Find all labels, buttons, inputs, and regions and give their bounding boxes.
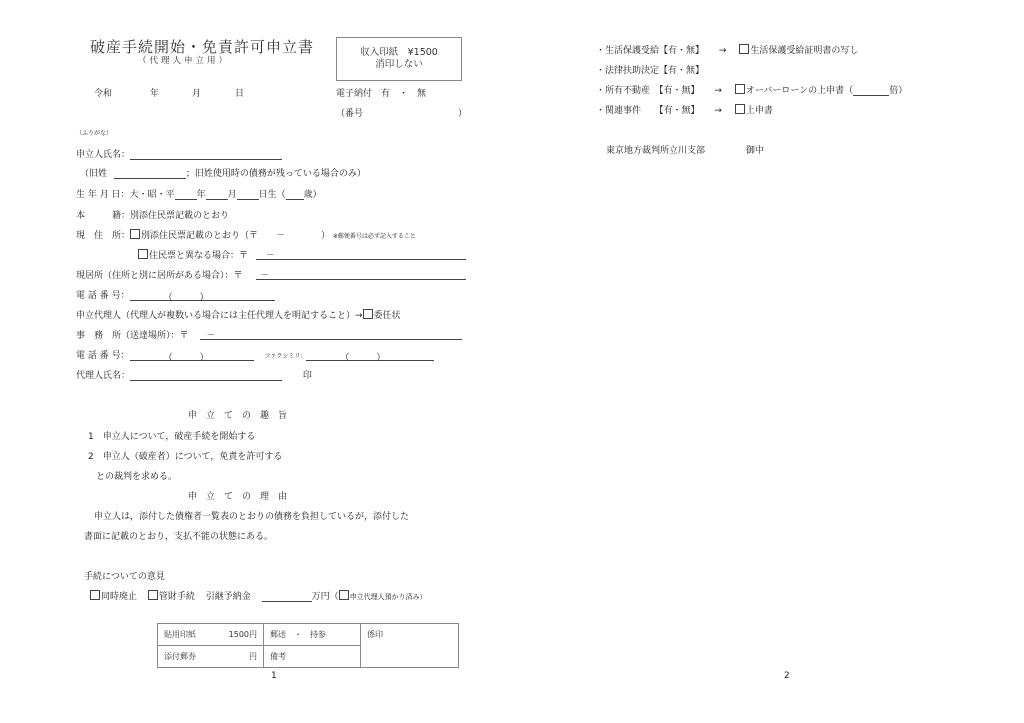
- overloan-report-checkbox[interactable]: [735, 84, 745, 94]
- delivery-cell: 郵送 ・ 持参: [264, 624, 361, 646]
- agent-header: 申立代理人（代理人が複数いる場合には主任代理人を明記すること）→: [76, 311, 363, 321]
- opinion-heading: 手続についての意見: [84, 572, 165, 582]
- phone-field[interactable]: [130, 290, 275, 301]
- agent-phone-row: [76, 348, 434, 361]
- phone-paren: （ ）: [163, 293, 209, 303]
- arrow-icon: →: [718, 46, 727, 56]
- agent-name-row: [76, 368, 312, 381]
- purpose-item-2: 2 申立人（破産者）について，免責を許可する: [88, 452, 283, 462]
- welfare-row: [596, 43, 858, 56]
- deposit-note: 申立代理人預かり済み）: [349, 593, 427, 601]
- document-title: 破産手続開始・免責許可申立書: [90, 38, 315, 56]
- agent-phone-paren: （ ）: [163, 353, 209, 363]
- overloan-ratio-suffix: 倍）: [889, 86, 908, 96]
- clerk-seal-cell: 係印: [361, 624, 459, 668]
- applicant-name-field[interactable]: [130, 148, 282, 160]
- seal-label: 印: [302, 371, 312, 381]
- old-name-note: ；旧姓使用時の債務が残っている場合のみ）: [185, 169, 366, 179]
- reason-heading: 申 立 て の 理 由: [188, 492, 288, 502]
- fax-label: ファクシミリ：: [264, 353, 307, 360]
- opinion-row: [90, 589, 427, 602]
- stamp-line-2: 消印しない: [375, 59, 423, 70]
- age-field[interactable]: [286, 188, 304, 200]
- address-alt-row: [138, 248, 275, 261]
- summary-dismissal-checkbox[interactable]: [90, 590, 100, 600]
- age-label: 歳）: [303, 190, 322, 200]
- welfare-certificate-checkbox[interactable]: [739, 44, 749, 54]
- purpose-heading: 申 立 て の 趣 旨: [188, 411, 288, 421]
- residence-line[interactable]: [256, 279, 466, 280]
- e-payment-number-close: ）: [458, 109, 468, 119]
- birth-day-field[interactable]: [237, 188, 259, 200]
- address-different-checkbox[interactable]: [138, 249, 148, 259]
- e-payment: 電子納付 有 ・ 無: [336, 89, 427, 99]
- court-honorific: 御中: [746, 146, 765, 156]
- birthdate-row: [76, 187, 322, 200]
- date-year: 年: [150, 89, 160, 99]
- domicile-row: 本 籍：別添住民票記載のとおり: [76, 211, 230, 221]
- birth-month-field[interactable]: [206, 188, 228, 200]
- e-payment-number-label: （番号: [336, 109, 364, 119]
- overloan-ratio-field[interactable]: [853, 84, 889, 96]
- stamp-fee-value: 1500円: [228, 630, 257, 639]
- power-of-attorney-checkbox[interactable]: [363, 309, 373, 319]
- deposit-unit: 万円（: [311, 592, 339, 602]
- deposit-label: 引継予納金: [205, 592, 251, 602]
- remarks-cell: 備考: [264, 646, 361, 668]
- address-note: ※郵便番号は必ず記入すること: [332, 233, 416, 240]
- date-month: 月: [192, 89, 202, 99]
- legal-aid-row: [596, 63, 704, 76]
- fax-field[interactable]: [306, 350, 434, 361]
- furigana-label: （ふりがな）: [76, 130, 113, 137]
- agent-phone-label: 電 話 番 号：: [76, 351, 130, 361]
- phone-label: 電 話 番 号：: [76, 291, 130, 301]
- related-report-label: 上申書: [745, 106, 773, 116]
- applicant-name-label: 申立人氏名：: [76, 150, 131, 160]
- birth-day-label: 日生（: [258, 190, 286, 200]
- trustee-procedure-label: 管財手続: [158, 592, 195, 602]
- postage-cell: [158, 646, 264, 668]
- real-estate-row: [596, 83, 907, 96]
- page-number-1: 1: [271, 671, 277, 681]
- related-case-row: [596, 103, 773, 116]
- agent-name-label: 代理人氏名：: [76, 371, 131, 381]
- address-alt-line[interactable]: [256, 259, 466, 260]
- birthdate-label: 生 年 月 日：大・昭・平: [76, 190, 175, 200]
- legal-aid-label: ・法律扶助決定【有・無】: [596, 66, 705, 76]
- birth-year-field[interactable]: [175, 188, 197, 200]
- date-era: 令和: [94, 89, 113, 99]
- real-estate-label: ・所有不動産 【有・無】: [596, 86, 700, 96]
- related-case-label: ・関連事件 【有・無】: [596, 106, 700, 116]
- birth-month-label: 月: [227, 190, 237, 200]
- arrow-icon: →: [714, 86, 722, 96]
- fee-table: [157, 623, 459, 668]
- phone-row: [76, 288, 275, 301]
- applicant-name-row: [76, 147, 282, 160]
- old-name-field[interactable]: [114, 167, 186, 179]
- reason-line-1: 申立人は，添付した債権者一覧表のとおりの債務を負担しているが，添付した: [94, 512, 410, 522]
- office-row: 事 務 所（送達場所）：〒 －: [76, 331, 216, 341]
- birth-year-label: 年: [196, 190, 206, 200]
- trustee-procedure-checkbox[interactable]: [148, 590, 158, 600]
- fax-paren: （ ）: [340, 353, 386, 363]
- power-of-attorney-label: 委任状: [373, 311, 401, 321]
- stamp-cell: [158, 624, 264, 646]
- address-label: 現 住 所：: [76, 231, 131, 241]
- postage-value: 円: [249, 652, 257, 661]
- welfare-label: ・生活保護受給【有・無】: [596, 46, 705, 56]
- old-name-label: （旧姓: [80, 169, 108, 179]
- date-day: 日: [235, 89, 245, 99]
- stamp-fee-label: 貼用印紙: [164, 630, 196, 639]
- purpose-item-1: 1 申立人について，破産手続を開始する: [88, 432, 256, 442]
- office-line[interactable]: [200, 339, 462, 340]
- address-row: [76, 228, 416, 241]
- stamp-line-1: 収入印紙 ¥1500: [360, 47, 438, 58]
- old-name-row: [80, 166, 366, 179]
- deposit-field[interactable]: [262, 590, 312, 602]
- postage-label: 添付郵券: [164, 652, 196, 661]
- court-name: 東京地方裁判所立川支部: [606, 146, 706, 156]
- agent-name-field[interactable]: [130, 369, 282, 381]
- reason-line-2: 書面に記載のとおり，支払不能の状態にある。: [84, 532, 274, 542]
- summary-dismissal-label: 同時廃止: [101, 592, 138, 602]
- document-subtitle: （代理人申立用）: [138, 56, 231, 66]
- address-opt2: 住民票と異なる場合：〒 －: [149, 251, 276, 261]
- revenue-stamp-box: [336, 37, 462, 81]
- purpose-closing: との裁判を求める。: [96, 472, 178, 482]
- address-opt1: 別添住民票記載のとおり（〒 － ）: [141, 231, 331, 241]
- residence-row: 現居所（住所と別に居所がある場合）：〒 －: [76, 271, 270, 281]
- related-report-checkbox[interactable]: [735, 104, 745, 114]
- arrow-icon: →: [714, 106, 722, 116]
- page-number-2: 2: [784, 671, 790, 681]
- welfare-certificate-label: 生活保護受給証明書の写し: [750, 46, 859, 56]
- address-same-checkbox[interactable]: [130, 229, 140, 239]
- agent-header-row: [76, 308, 401, 321]
- overloan-report-label: オーバーローンの上申書（: [745, 86, 854, 96]
- deposit-held-checkbox[interactable]: [339, 590, 349, 600]
- agent-phone-field[interactable]: [130, 350, 254, 361]
